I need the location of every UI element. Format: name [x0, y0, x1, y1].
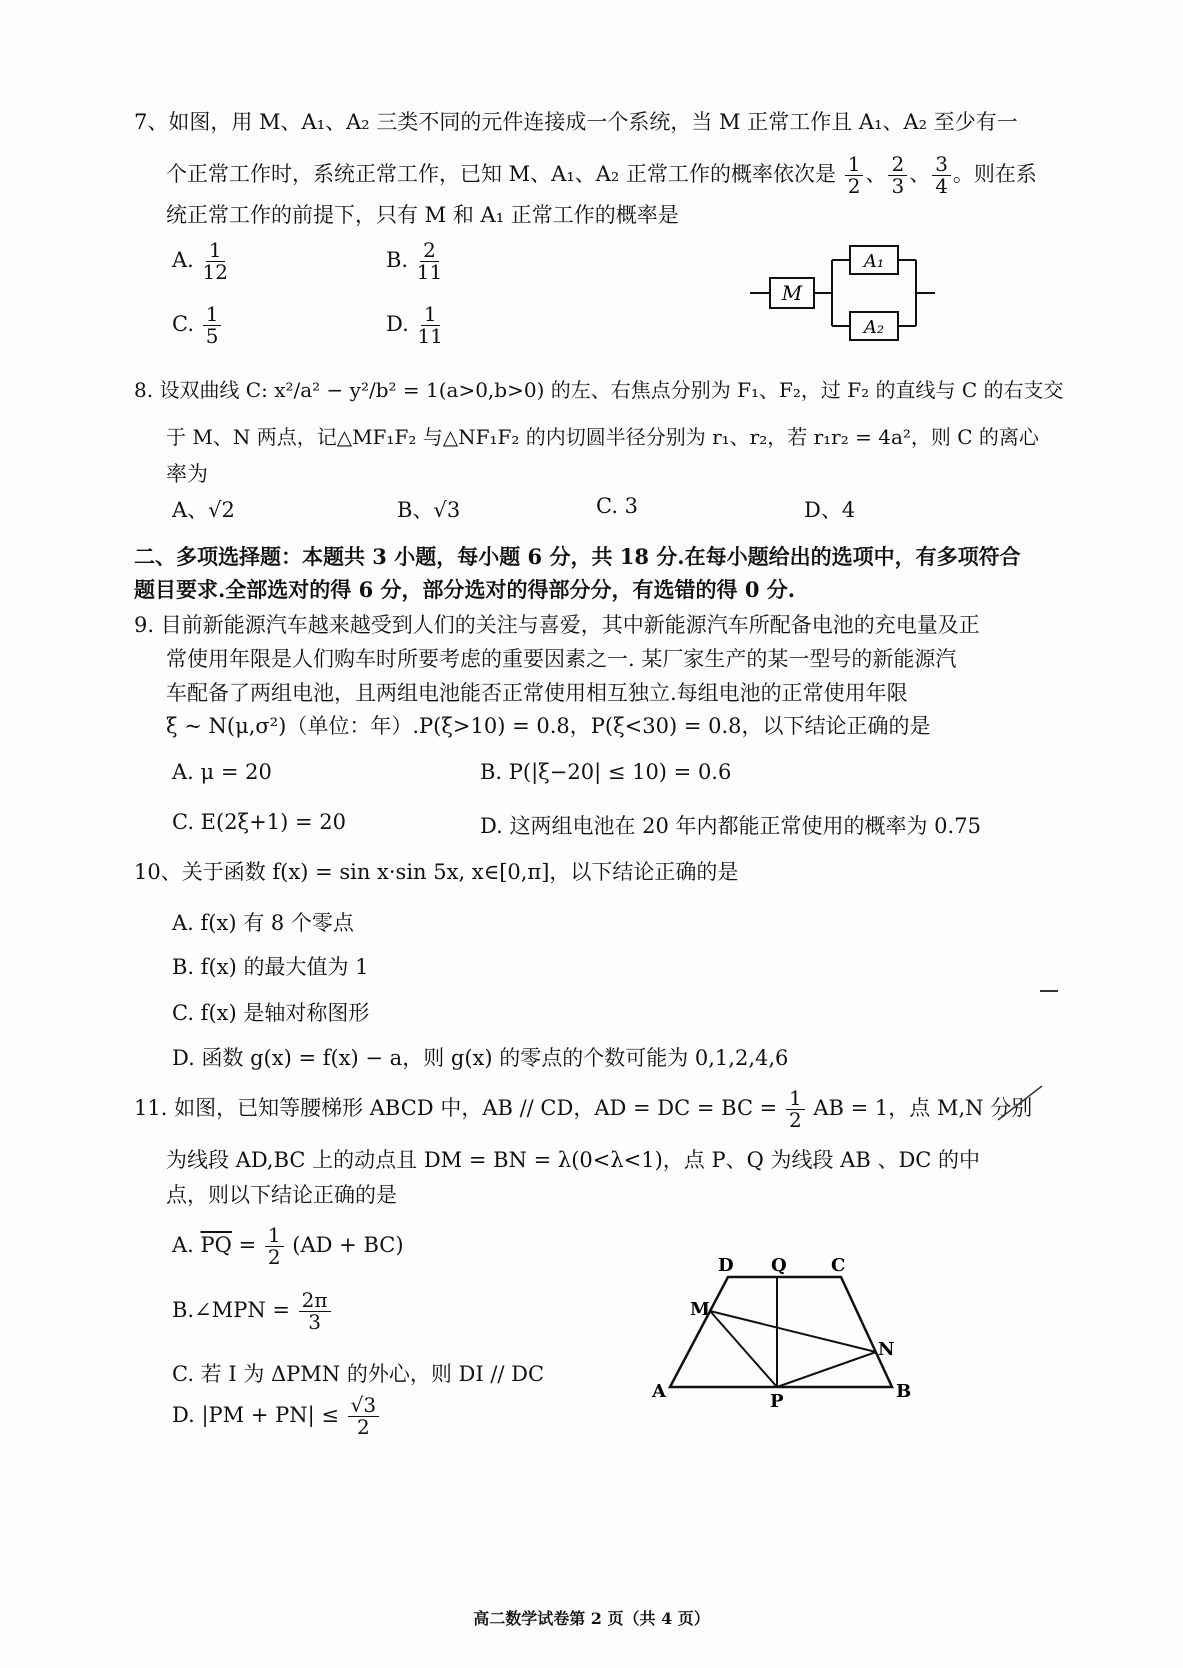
q7-frac3: $\frac{3}{4}$ [932, 154, 951, 197]
diagram-label-a: A [652, 1381, 666, 1402]
q10-option-d: D. 函数 g(x) = f(x) − a，则 g(x) 的零点的个数可能为 0,1,2,4,6 [172, 1046, 789, 1070]
q7-option-a: A. $\frac{1}{12}$ [172, 238, 228, 284]
q9-option-d: D. 这两组电池在 20 年内都能正常使用的概率为 0.75 [480, 814, 981, 838]
q8-line1: 8. 设双曲线 C: x²/a² − y²/b² = 1(a>0,b>0) 的左、右焦点分别为 F₁、F₂，过 F₂ 的直线与 C 的右支交 [134, 378, 1064, 402]
q8-option-a: A、√2 [172, 498, 235, 522]
q11-line1: 11. 如图，已知等腰梯形 ABCD 中，AB // CD，AD = DC = BC = $\frac{1}{2}$ AB = 1，点 M,N 分别 [134, 1086, 1033, 1132]
q7-option-b: B. $\frac{2}{11}$ [386, 238, 443, 284]
diagram-label-b: B [896, 1381, 912, 1402]
q8-option-c: C. 3 [596, 494, 639, 518]
q7-line2: 个正常工作时，系统正常工作，已知 M、A₁、A₂ 正常工作的概率依次是 $\frac{1}{2}$ 、 $\frac{2}{3}$ 、 $\frac{3}{4}$ 。则在系 [166, 152, 1037, 198]
q7-option-c: C. $\frac{1}{5}$ [172, 304, 223, 347]
q9-option-b: B. P(|ξ−20| ≤ 10) = 0.6 [480, 760, 732, 784]
diagram-label-m: M [690, 1299, 710, 1320]
page-footer: 高二数学试卷第 2 页（共 4 页） [473, 1609, 710, 1628]
q8-option-d: D、4 [804, 498, 856, 522]
q9-option-a: A. μ = 20 [172, 760, 272, 784]
q8-line3: 率为 [166, 462, 208, 486]
q7-diagram-a2: A₂ [863, 317, 885, 338]
q7-option-d: D. $\frac{1}{11}$ [386, 302, 443, 348]
q9-line3: 车配备了两组电池，且两组电池能否正常使用相互独立.每组电池的正常使用年限 [166, 681, 908, 705]
q9-line2: 常使用年限是人们购车时所要考虑的重要因素之一. 某厂家生产的某一型号的新能源汽 [166, 647, 957, 671]
q10-option-b: B. f(x) 的最大值为 1 [172, 955, 369, 979]
q11-option-d: D. |PM + PN| ≤ $\frac{√3}{2}$ [172, 1395, 381, 1438]
q7-frac1: $\frac{1}{2}$ [845, 154, 864, 197]
q7-frac2: $\frac{2}{3}$ [888, 154, 907, 197]
q10-option-a: A. f(x) 有 8 个零点 [172, 911, 354, 935]
q9-line1: 9. 目前新能源汽车越来越受到人们的关注与喜爱，其中新能源汽车所配备电池的充电量及正 [134, 613, 980, 637]
q11-line2: 为线段 AD,BC 上的动点且 DM = BN = λ(0<λ<1)，点 P、Q 为线段 AB 、DC 的中 [166, 1148, 981, 1172]
q11-option-b: B.∠MPN = $\frac{2\pi}{3}$ [172, 1290, 333, 1333]
q7-circuit-diagram [745, 238, 945, 346]
q10-option-c: C. f(x) 是轴对称图形 [172, 1001, 370, 1025]
diagram-label-c: C [831, 1255, 846, 1276]
diagram-label-n: N [878, 1339, 895, 1360]
q11-option-a: A. $\overline{PQ}$ = $\frac{1}{2}$ (AD + BC) [172, 1223, 404, 1269]
q7-diagram-a1: A₁ [863, 251, 885, 272]
scan-mark-dash [1000, 985, 1060, 997]
q11-trapezoid-diagram [648, 1255, 918, 1415]
q7-line1: 7、如图，用 M、A₁、A₂ 三类不同的元件连接成一个系统，当 M 正常工作且 A₁、A₂ 至少有一 [134, 110, 1018, 134]
q9-option-c: C. E(2ξ+1) = 20 [172, 810, 346, 834]
q8-option-b: B、√3 [397, 498, 461, 522]
diagram-label-d: D [718, 1255, 734, 1276]
q11-line3: 点，则以下结论正确的是 [166, 1183, 397, 1207]
q10-line1: 10、关于函数 f(x) = sin x·sin 5x, x∈[0,π]，以下结论正确的是 [134, 860, 739, 884]
q7-line3: 统正常工作的前提下，只有 M 和 A₁ 正常工作的概率是 [166, 203, 679, 227]
section2-line2: 题目要求.全部选对的得 6 分，部分选对的得部分分，有选错的得 0 分. [134, 577, 796, 602]
q11-frac-half: $\frac{1}{2}$ [786, 1088, 805, 1131]
q8-line2: 于 M、N 两点，记△MF₁F₂ 与△NF₁F₂ 的内切圆半径分别为 r₁、r₂，若 r₁r₂ = 4a²，则 C 的离心 [166, 425, 1039, 449]
section2-line1: 二、多项选择题：本题共 3 小题，每小题 6 分，共 18 分.在每小题给出的选项中，有多项符合 [134, 544, 1021, 569]
diagram-label-p: P [770, 1391, 784, 1412]
scan-mark-slash [990, 1080, 1050, 1130]
q11-option-c: C. 若 I 为 ΔPMN 的外心，则 DI // DC [172, 1362, 545, 1386]
q9-line4: ξ ~ N(μ,σ²)（单位：年）.P(ξ>10) = 0.8，P(ξ<30) = 0.8，以下结论正确的是 [166, 714, 931, 738]
diagram-label-q: Q [771, 1255, 787, 1276]
q7-line2a: 个正常工作时，系统正常工作，已知 M、A₁、A₂ 正常工作的概率依次是 [166, 162, 837, 186]
q7-diagram-m: M [781, 281, 803, 305]
q7-line2b: 。则在系 [952, 162, 1037, 186]
